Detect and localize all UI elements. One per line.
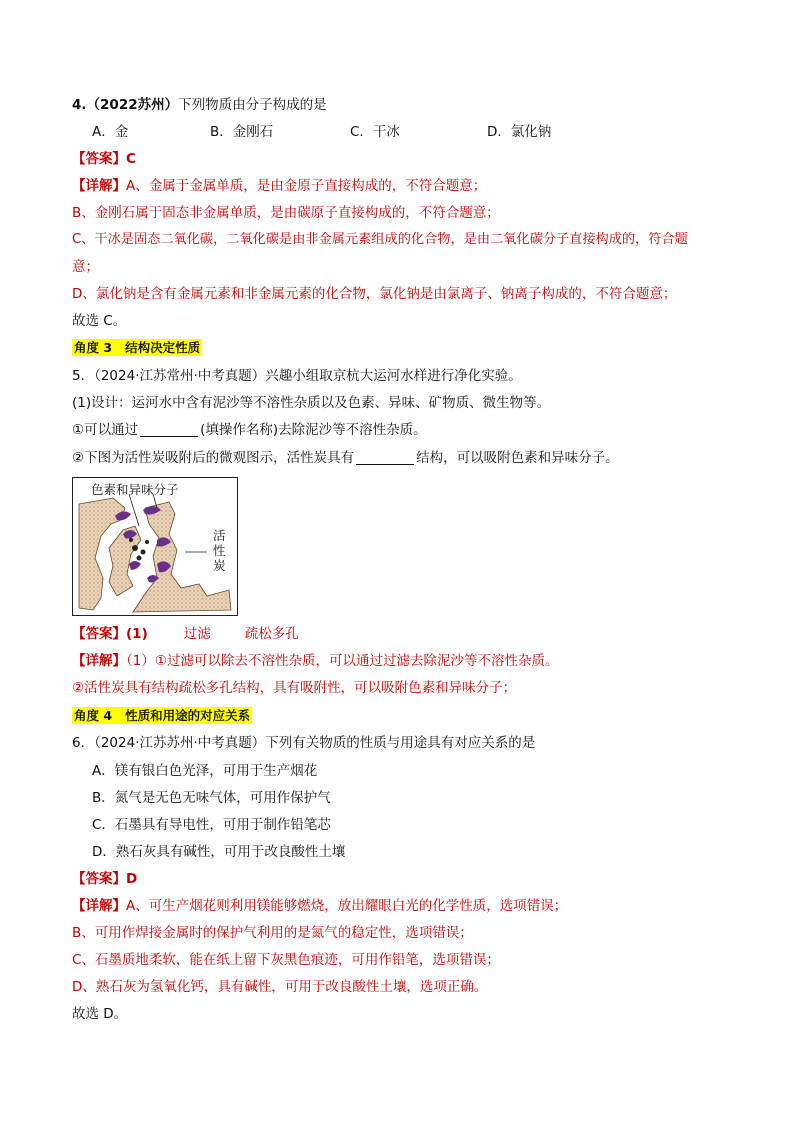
q6-stem: 6．（2024·江苏苏州·中考真题）下列有关物质的性质与用途具有对应关系的是 (72, 735, 536, 751)
section-4-heading (72, 706, 252, 726)
odor-molecule (132, 545, 138, 551)
q5-detail-line-2: ②活性炭具有结构疏松多孔结构，具有吸附性，可以吸附色素和异味分子； (72, 680, 517, 696)
activated-carbon-figure (72, 477, 238, 616)
q6-conclusion: 故选 D。 (72, 1006, 128, 1022)
odor-molecule (141, 550, 146, 555)
q5-blank-2[interactable] (356, 450, 414, 465)
q4-stem: 4.（2022苏州）下列物质由分子构成的是 (72, 97, 327, 113)
q6-detail-line-4: D、熟石灰为氢氧化钙，具有碱性，可用于改良酸性土壤，选项正确。 (72, 979, 488, 995)
q4-option-d: D．氯化钠 (487, 124, 552, 140)
odor-molecule (137, 556, 142, 561)
q4-detail-line-5: D、氯化钠是含有金属元素和非金属元素的化合物，氯化钠是由氯离子、钠离子构成的，不符合题意； (72, 286, 677, 302)
q6-detail-line-3: C、石墨质地柔软，能在纸上留下灰黑色痕迹，可用作铅笔，选项错误； (72, 952, 500, 968)
section-3-tag: 角度 3 结构决定性质 (74, 340, 201, 355)
q6-detail-line-1: 【详解】A、可生产烟花则利用镁能够燃烧，放出耀眼白光的化学性质，选项错误； (72, 898, 568, 914)
section-4-tag: 角度 4 性质和用途的对应关系 (74, 708, 251, 723)
q6-answer: 【答案】D (72, 871, 138, 887)
q5-blank-1[interactable] (140, 422, 198, 437)
q4-detail-line-3: C、干冰是固态二氧化碳，二氧化碳是由非金属元素组成的化合物，是由二氧化碳分子直接构成的，符合题 (72, 232, 688, 247)
q4-answer: 【答案】C (72, 151, 136, 167)
q5-sub-1: ①可以通过 (填操作名称)去除泥沙等不溶性杂质。 (72, 422, 427, 438)
q4-detail-line-1: 【详解】A、金属于金属单质，是由金原子直接构成的，不符合题意； (72, 178, 487, 194)
q4-detail-line-4: 意； (72, 259, 99, 275)
pigment-blob (129, 561, 141, 570)
q6-option-b: B．氮气是无色无味气体，可用作保护气 (92, 790, 331, 806)
q6-detail-line-2: B、可用作焊接金属时的保护气利用的是氮气的稳定性，选项错误； (72, 925, 473, 941)
q4-option-a: A．金 (92, 124, 129, 140)
q4-conclusion: 故选 C。 (72, 313, 127, 329)
odor-molecule (145, 540, 149, 544)
q5-answer: 【答案】(1) 过滤 疏松多孔 (72, 626, 299, 642)
q4-option-c: C．干冰 (350, 124, 400, 140)
q6-option-a: A．镁有银白色光泽，可用于生产烟花 (92, 763, 318, 779)
section-3-heading (72, 338, 202, 358)
odor-molecule (129, 538, 133, 542)
figure-label-carbon: 活 性 炭 (213, 528, 226, 573)
figure-label-molecules: 色素和异味分子 (91, 482, 179, 497)
q5-stem: 5．（2024·江苏常州·中考真题）兴趣小组取京杭大运河水样进行净化实验。 (72, 368, 522, 384)
pointer-line (129, 494, 139, 526)
q6-option-c: C．石墨具有导电性，可用于制作铅笔芯 (92, 817, 331, 833)
q5-detail-line-1: 【详解】（1）①过滤可以除去不溶性杂质，可以通过过滤去除泥沙等不溶性杂质。 (72, 653, 559, 669)
q4-detail-line-2: B、金刚石属于固态非金属单质，是由碳原子直接构成的，不符合题意； (72, 205, 500, 221)
q6-option-d: D．熟石灰具有碱性，可用于改良酸性土壤 (92, 844, 346, 860)
q5-part-1: (1)设计：运河水中含有泥沙等不溶性杂质以及色素、异味、矿物质、微生物等。 (72, 395, 551, 411)
q5-sub-2: ②下图为活性炭吸附后的微观图示，活性炭具有 结构，可以吸附色素和异味分子。 (72, 450, 619, 466)
q4-option-b: B．金刚石 (210, 124, 274, 140)
